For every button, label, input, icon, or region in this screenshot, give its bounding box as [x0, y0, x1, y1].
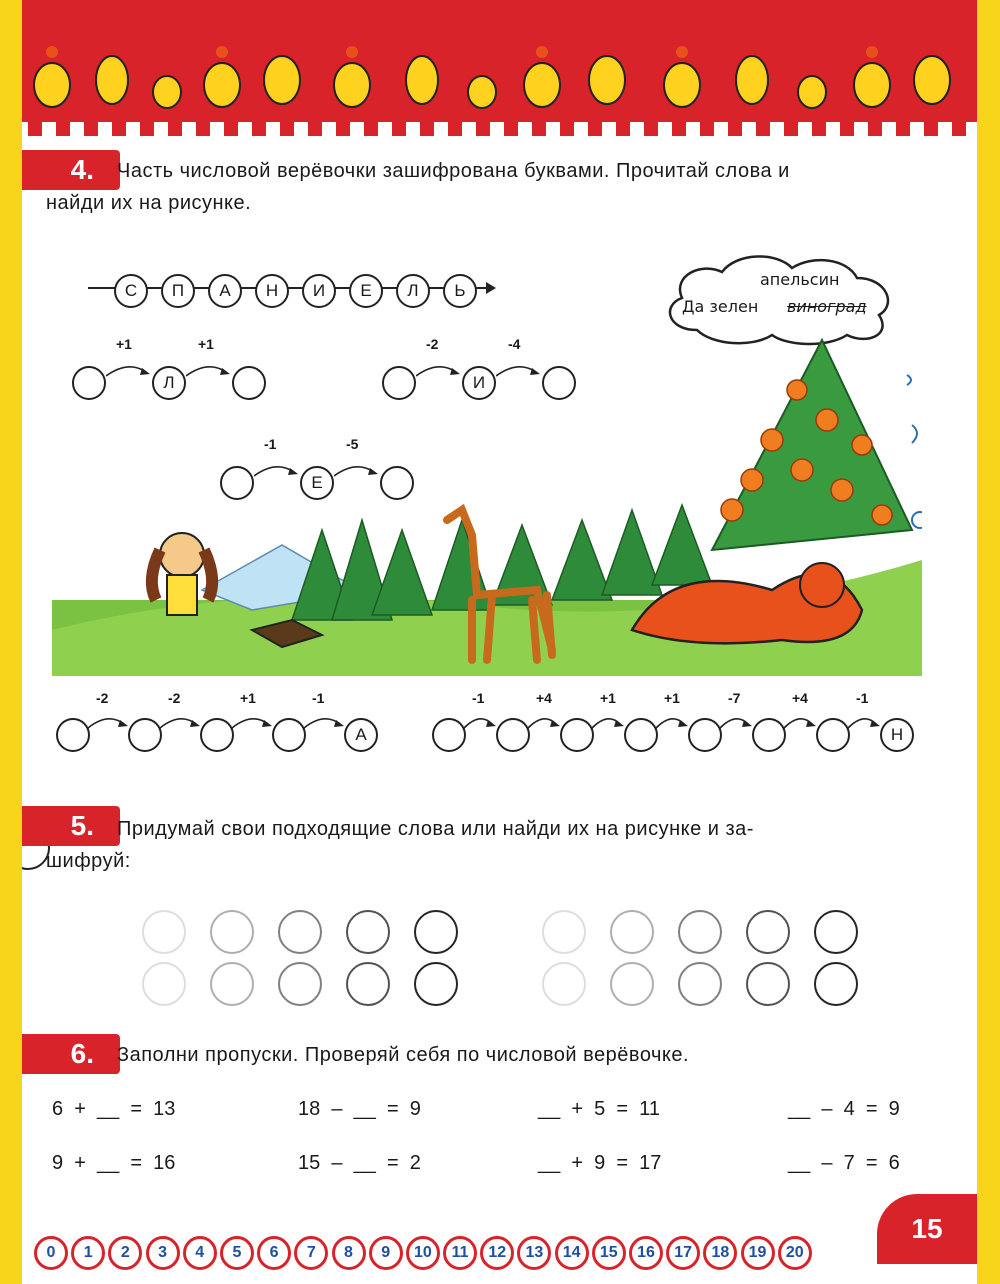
- encode-blank-circle[interactable]: [414, 962, 458, 1006]
- chain-operation: -1: [472, 690, 485, 706]
- encode-blank-circle[interactable]: [414, 910, 458, 954]
- chain-operation: -5: [346, 436, 359, 452]
- number-line-item: 3: [146, 1236, 180, 1270]
- encode-blank-circle[interactable]: [814, 962, 858, 1006]
- encode-blank-circle[interactable]: [142, 910, 186, 954]
- equation-row[interactable]: 6 + __ = 13: [52, 1098, 176, 1120]
- chain-operation: -1: [312, 690, 325, 706]
- encode-blank-circle[interactable]: [346, 962, 390, 1006]
- chain-operation: -1: [264, 436, 277, 452]
- number-line-item: 8: [332, 1236, 366, 1270]
- encode-blank-circle[interactable]: [746, 910, 790, 954]
- number-line-item: 12: [480, 1236, 514, 1270]
- chain-operation: -7: [728, 690, 741, 706]
- chain-arrow: [592, 712, 624, 732]
- number-line-item: 13: [517, 1236, 551, 1270]
- chain-operation: -2: [96, 690, 109, 706]
- chain-arrow: [88, 712, 128, 732]
- chain-arrow: [232, 712, 272, 732]
- chain-arrow: [106, 360, 150, 380]
- task-5-text-line2: шифруй:: [46, 850, 131, 872]
- number-line-item: 15: [592, 1236, 626, 1270]
- chain-arrow: [720, 712, 752, 732]
- encode-blank-circle[interactable]: [746, 962, 790, 1006]
- equation-row[interactable]: 15 – __ = 2: [298, 1152, 421, 1174]
- number-line-item: 2: [108, 1236, 142, 1270]
- chain-e-middle-letter: Е: [300, 466, 334, 500]
- chain-arrow: [160, 712, 200, 732]
- encode-blank-circle[interactable]: [610, 962, 654, 1006]
- workbook-page: [22, 0, 977, 1284]
- cipher-letter: П: [161, 274, 195, 308]
- chain-a-blank[interactable]: [56, 718, 90, 752]
- encode-blank-circle[interactable]: [210, 962, 254, 1006]
- chain-n-blank[interactable]: [816, 718, 850, 752]
- number-line-item: 20: [778, 1236, 812, 1270]
- chain-e-blank-end[interactable]: [380, 466, 414, 500]
- task-4-text-line1: Часть числовой верёвочки зашифрована буквами. Прочитай слова и: [117, 160, 790, 182]
- number-line-item: 6: [257, 1236, 291, 1270]
- number-line-item: 18: [703, 1236, 737, 1270]
- chain-i-blank-start[interactable]: [382, 366, 416, 400]
- chain-operation: +1: [600, 690, 616, 706]
- cipher-rope-line: [88, 276, 498, 300]
- chain-arrow: [186, 360, 230, 380]
- number-line-item: 16: [629, 1236, 663, 1270]
- encode-blank-circle[interactable]: [814, 910, 858, 954]
- chain-arrow: [528, 712, 560, 732]
- chain-a-blank[interactable]: [200, 718, 234, 752]
- equation-row[interactable]: __ + 9 = 17: [538, 1152, 662, 1174]
- cipher-letter: А: [208, 274, 242, 308]
- chain-operation: +1: [198, 336, 214, 352]
- page-number: 15: [877, 1194, 977, 1264]
- equation-row[interactable]: 18 – __ = 9: [298, 1098, 421, 1120]
- chain-arrow: [304, 712, 344, 732]
- chain-n-blank[interactable]: [752, 718, 786, 752]
- chain-operation: +1: [240, 690, 256, 706]
- chain-n-blank[interactable]: [432, 718, 466, 752]
- chain-a-last-letter: А: [344, 718, 378, 752]
- chain-operation: +1: [116, 336, 132, 352]
- chain-l-middle-letter: Л: [152, 366, 186, 400]
- number-line-item: 5: [220, 1236, 254, 1270]
- cipher-letter: Е: [349, 274, 383, 308]
- encode-blank-circle[interactable]: [678, 910, 722, 954]
- task-6-text: Заполни пропуски. Проверяй себя по числовой верёвочке.: [117, 1044, 690, 1066]
- chain-n-blank[interactable]: [496, 718, 530, 752]
- chain-operation: +1: [664, 690, 680, 706]
- chain-l-blank-start[interactable]: [72, 366, 106, 400]
- chain-arrow: [464, 712, 496, 732]
- chain-operation: +4: [792, 690, 808, 706]
- encode-blank-circle[interactable]: [278, 910, 322, 954]
- equation-row[interactable]: 9 + __ = 16: [52, 1152, 176, 1174]
- chain-e-blank-start[interactable]: [220, 466, 254, 500]
- equation-row[interactable]: __ – 7 = 6: [788, 1152, 900, 1174]
- chain-arrow: [334, 460, 378, 480]
- chain-arrow: [784, 712, 816, 732]
- number-line-item: 9: [369, 1236, 403, 1270]
- chain-arrow: [254, 460, 298, 480]
- number-line-item: 11: [443, 1236, 477, 1270]
- number-line-item: 17: [666, 1236, 700, 1270]
- encode-blank-circle[interactable]: [542, 910, 586, 954]
- number-line-item: 7: [294, 1236, 328, 1270]
- task-4-badge: 4.: [22, 150, 120, 190]
- number-line-item: 14: [555, 1236, 589, 1270]
- encode-blank-circle[interactable]: [542, 962, 586, 1006]
- chain-operation: -4: [508, 336, 521, 352]
- encode-blank-circle[interactable]: [142, 962, 186, 1006]
- chick-row-illustration: [22, 30, 977, 130]
- cipher-letter: Н: [255, 274, 289, 308]
- equation-row[interactable]: __ + 5 = 11: [538, 1098, 660, 1120]
- chain-a-blank[interactable]: [128, 718, 162, 752]
- encode-blank-circle[interactable]: [210, 910, 254, 954]
- encode-blank-circle[interactable]: [610, 910, 654, 954]
- equation-row[interactable]: __ – 4 = 9: [788, 1098, 900, 1120]
- cloud-phrase: Да зелен: [682, 297, 759, 316]
- cloud-word-grape: виноград: [787, 297, 867, 316]
- number-line-item: 4: [183, 1236, 217, 1270]
- cipher-letter: Ь: [443, 274, 477, 308]
- cloud-word-orange: апельсин: [760, 270, 840, 289]
- chain-arrow: [496, 360, 540, 380]
- task-4-text-line2: найди их на рисунке.: [46, 192, 252, 214]
- chain-operation: -2: [168, 690, 181, 706]
- task-5-text-line1: Придумай свои подходящие слова или найди их на рисунке и за-: [117, 818, 754, 840]
- task-6-badge: 6.: [22, 1034, 120, 1074]
- chain-operation: -1: [856, 690, 869, 706]
- cipher-letter: Л: [396, 274, 430, 308]
- encode-blank-circle[interactable]: [678, 962, 722, 1006]
- chain-arrow: [848, 712, 880, 732]
- chain-l-blank-end[interactable]: [232, 366, 266, 400]
- number-line-item: 19: [741, 1236, 775, 1270]
- cipher-letter: И: [302, 274, 336, 308]
- chain-i-middle-letter: И: [462, 366, 496, 400]
- number-line-item: 1: [71, 1236, 105, 1270]
- chain-n-blank[interactable]: [688, 718, 722, 752]
- chain-arrow: [416, 360, 460, 380]
- chain-operation: -2: [426, 336, 439, 352]
- chain-n-last-letter: Н: [880, 718, 914, 752]
- chain-operation: +4: [536, 690, 552, 706]
- chain-arrow: [656, 712, 688, 732]
- chain-i-blank-end[interactable]: [542, 366, 576, 400]
- encode-blank-circle[interactable]: [278, 962, 322, 1006]
- chain-n-blank[interactable]: [624, 718, 658, 752]
- task-5-badge: 5.: [22, 806, 120, 846]
- cipher-letter: С: [114, 274, 148, 308]
- encode-blank-circle[interactable]: [346, 910, 390, 954]
- number-line: [34, 1236, 812, 1270]
- number-line-item: 10: [406, 1236, 440, 1270]
- number-line-item: 0: [34, 1236, 68, 1270]
- chain-a-blank[interactable]: [272, 718, 306, 752]
- chain-n-blank[interactable]: [560, 718, 594, 752]
